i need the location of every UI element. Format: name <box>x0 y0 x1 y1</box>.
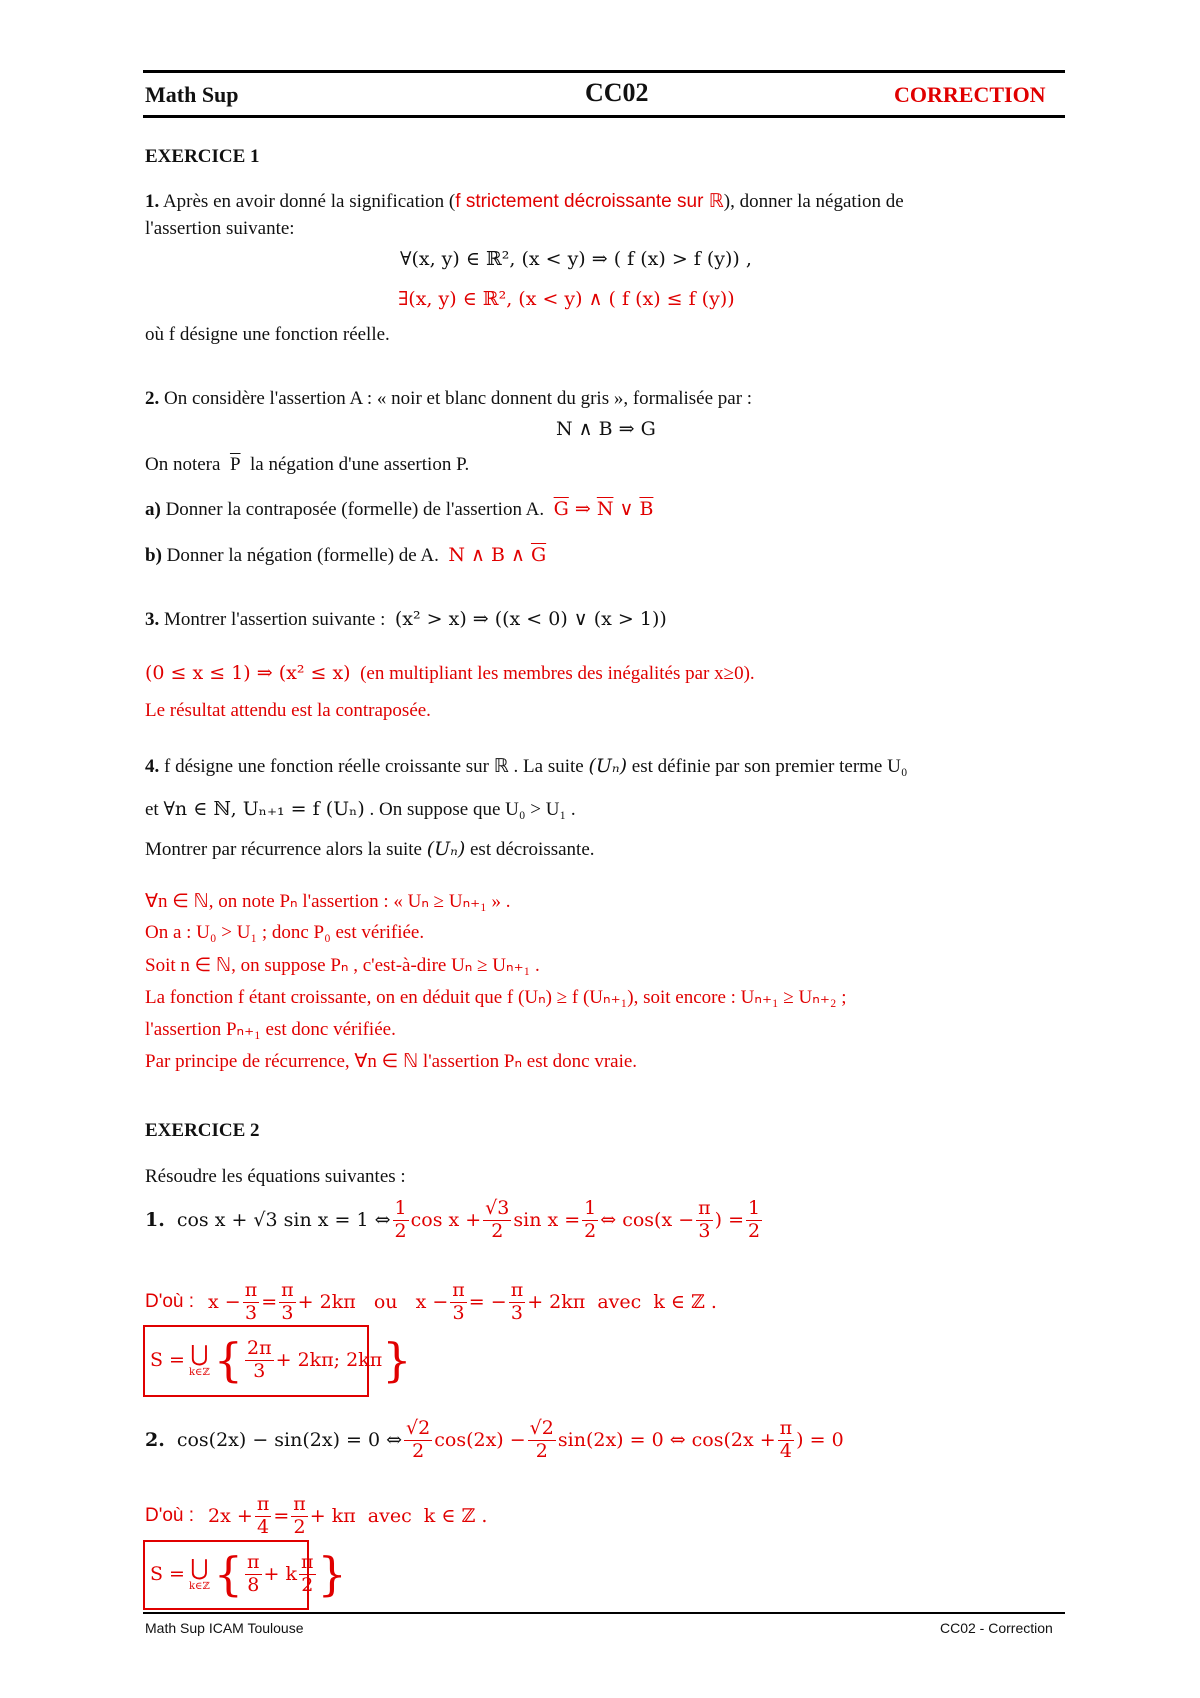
header-center: CC02 <box>585 78 649 107</box>
ex2-intro: Résoudre les équations suivantes : <box>145 1166 406 1187</box>
ex1-title: EXERCICE 1 <box>145 146 260 167</box>
ex1-q4-line3 <box>145 838 595 861</box>
ex1-q2-statement: On considère l'assertion A : « noir et blanc donnent du gris », formalisée par : <box>164 388 753 409</box>
ex1-q2-note-a: On notera <box>145 454 221 475</box>
ex2-q1-solution-set: S = ⋃ k∈ℤ { $\frac{2\pi}{3}$ + 2kπ; 2kπ } <box>150 1333 412 1387</box>
ex1-q4-ans-4: La fonction f étant croissante, on en déduit que f (Uₙ) ≥ f (Uₙ₊₁), soit encore : Uₙ₊₁ ≥ Uₙ₊₂ ; <box>145 987 847 1008</box>
ex1-q4-ans-1: ∀n ∈ ℕ, on note Pₙ l'assertion : « Uₙ ≥ Uₙ₊₁ » . <box>145 891 511 912</box>
ex1-q4-line2-a: et <box>145 799 159 820</box>
ex1-q1-text-a: Après en avoir donné la signification ( <box>162 191 456 212</box>
ex1-q2-note-p: $\overline{P}$ <box>229 454 241 475</box>
ex2-q2-num: 2. <box>145 1429 165 1452</box>
ex1-q4-line3-u: (Uₙ) <box>426 838 466 860</box>
header-right: CORRECTION <box>894 82 1046 107</box>
ex2-q1-num: 1. <box>145 1209 165 1232</box>
ex1-q4-line1 <box>145 755 907 778</box>
ex1-q4-line2 <box>145 798 576 821</box>
ex1-q4-line3-b: est décroissante. <box>470 839 595 860</box>
ex1-q1-text-b: ), donner la négation de <box>723 191 904 212</box>
ex1-q4-line2-b: . On suppose que U₀ > U₁ . <box>369 799 576 820</box>
ex1-q1-line2: l'assertion suivante: <box>145 218 295 239</box>
ex1-q4-ans-5: l'assertion Pₙ₊₁ est donc vérifiée. <box>145 1019 396 1040</box>
ex2-q1-equation: 1. cos x + √3 sin x = 1 ⇔ $\frac{1}{2}$ cos x + $\frac{√3}{2}$ sin x = $\frac{1}{2}$ ⇔ cos(x − $\frac{\pi}{3}$ ) = $\frac{1}{2}$ <box>145 1197 761 1242</box>
ex1-q3-answer-line2: Le résultat attendu est la contraposée. <box>145 700 431 721</box>
ex1-q2-note <box>145 454 469 476</box>
ex1-q4-line1-b: est définie par son premier terme U₀ <box>631 756 908 777</box>
footer-left: Math Sup ICAM Toulouse <box>145 1620 304 1636</box>
ex2-q2-equation: 2. cos(2x) − sin(2x) = 0 ⇔ $\frac{√2}{2}$ cos(2x) − $\frac{√2}{2}$ sin(2x) = 0 ⇔ cos(2x + $\frac{\pi}{4}$ ) = 0 <box>145 1417 844 1462</box>
ex1-q3-answer-formula: (0 ≤ x ≤ 1) ⇒ (x² ≤ x) <box>145 662 351 684</box>
ex1-q2-num: 2. <box>145 388 160 409</box>
ex1-q4-line2-formula: ∀n ∈ ℕ, Uₙ₊₁ = f (Uₙ) <box>163 798 365 820</box>
footer-right: CC02 - Correction <box>940 1620 1053 1636</box>
ex1-q1-num: 1. <box>145 191 160 212</box>
ex1-q2-formula: N ∧ B ⇒ G <box>556 418 656 440</box>
ex1-q1-answer-meaning: f strictement décroissante sur ℝ <box>455 191 724 212</box>
ex2-q2-solution-line: D'où : 2x + $\frac{\pi}{4}$ = $\frac{\pi}{2}$ + kπ avec k ∈ ℤ . <box>145 1493 488 1538</box>
ex1-q2b-label: b) <box>145 545 162 566</box>
ex1-q4-line1-u: (Uₙ) <box>588 755 628 777</box>
ex1-q2a-label: a) <box>145 499 161 520</box>
ex1-q1-formula: ∀(x, y) ∈ ℝ², (x < y) ⇒ ( f (x) > f (y)) , <box>400 248 752 270</box>
ex1-q3-answer-text: (en multipliant les membres des inégalités par x≥0). <box>360 663 755 684</box>
footer-rule <box>143 1612 1065 1614</box>
ex1-q2-note-b: la négation d'une assertion P. <box>250 454 470 475</box>
ex2-title: EXERCICE 2 <box>145 1120 260 1141</box>
ex1-q2b-answer: N ∧ B ∧ $\overline{G}$ <box>448 544 547 566</box>
ex1-q2-text <box>145 388 752 410</box>
ex2-q2-solution-set: S = ⋃ k∈ℤ { $\frac{\pi}{8}$ + k $\frac{\pi}{2}$ } <box>150 1547 347 1601</box>
header-left: Math Sup <box>145 82 239 107</box>
ex1-q1-line1 <box>145 190 1065 213</box>
ex2-q1-solution-line: D'où : x − $\frac{\pi}{3}$ = $\frac{\pi}{3}$ + 2kπ ou x − $\frac{\pi}{3}$ = − $\frac{\pi}{3}$ + 2kπ avec k ∈ ℤ . <box>145 1279 717 1324</box>
ex1-q4-num: 4. <box>145 756 160 777</box>
header-top-rule <box>143 70 1065 73</box>
ex1-q4-line3-a: Montrer par récurrence alors la suite <box>145 839 422 860</box>
ex1-q3-answer <box>145 662 755 685</box>
ex1-q1-answer: ∃(x, y) ∈ ℝ², (x < y) ∧ ( f (x) ≤ f (y)) <box>398 288 735 310</box>
ex1-q2a <box>145 498 653 521</box>
ex1-q2b <box>145 544 546 567</box>
ex1-q3-num: 3. <box>145 609 160 630</box>
ex1-q4-ans-3: Soit n ∈ ℕ, on suppose Pₙ , c'est-à-dire Uₙ ≥ Uₙ₊₁ . <box>145 955 540 976</box>
header-bottom-rule <box>143 115 1065 118</box>
ex1-q3 <box>145 608 667 631</box>
ex1-q1-after: où f désigne une fonction réelle. <box>145 324 390 345</box>
ex1-q2b-text: Donner la négation (formelle) de A. <box>166 545 439 566</box>
ex1-q4-line1-a: f désigne une fonction réelle croissante sur ℝ . La suite <box>164 756 584 777</box>
ex1-q2a-text: Donner la contraposée (formelle) de l'assertion A. <box>165 499 545 520</box>
ex1-q4-ans-6: Par principe de récurrence, ∀n ∈ ℕ l'assertion Pₙ est donc vraie. <box>145 1051 638 1072</box>
ex1-q3-text: Montrer l'assertion suivante : <box>164 609 386 630</box>
ex1-q2a-answer: $\overline{G}$ ⇒ $\overline{N}$ ∨ $\overline{B}$ <box>553 498 654 520</box>
ex1-q3-formula: (x² > x) ⇒ ((x < 0) ∨ (x > 1)) <box>394 608 667 630</box>
ex1-q4-ans-2: On a : U₀ > U₁ ; donc P₀ est vérifiée. <box>145 922 425 943</box>
